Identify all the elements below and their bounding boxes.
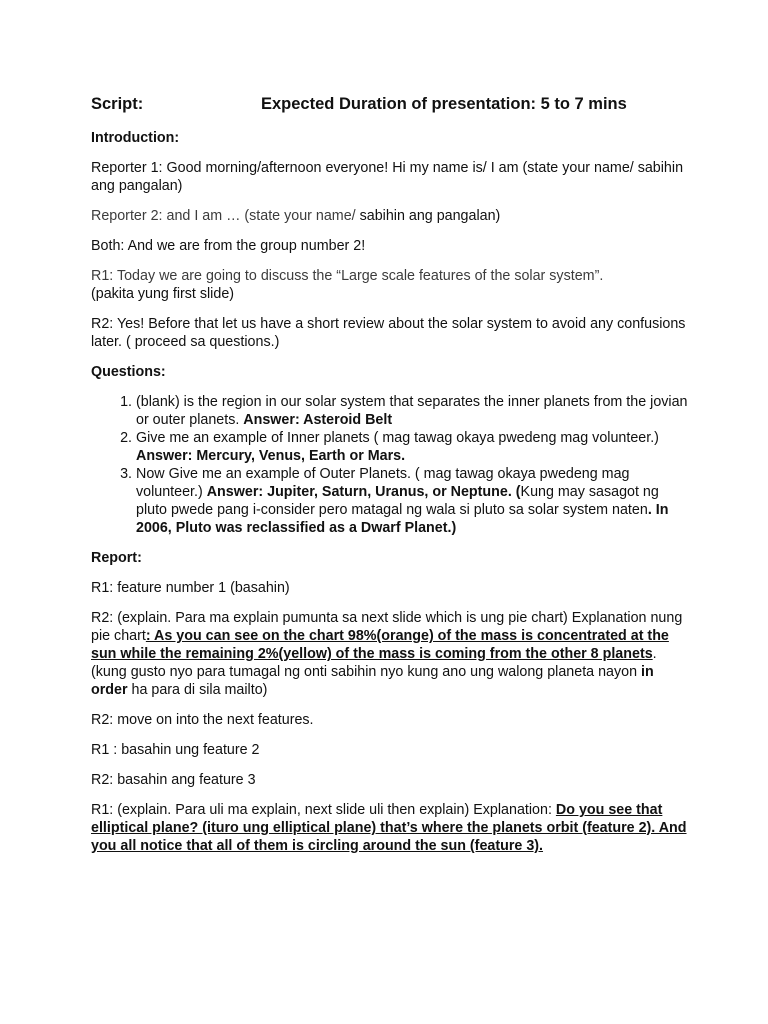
questions-heading: Questions: [91,364,166,380]
script-label: Script: [91,95,144,113]
title-row [91,94,688,114]
report-line: R1 : basahin ung feature 2 [91,742,260,758]
introduction-heading: Introduction: [91,130,180,146]
intro-line-both: Both: And we are from the group number 2! [91,238,366,254]
report-line-elliptical-plane: R1: (explain. Para uli ma explain, next slide uli then explain) Explanation: Do you see that elliptical plane? (ituro ung elliptical plane) that’s where the planets orbit (feature 2). And you all notice that all of them is circling around the sun (feature 3). [91,802,687,854]
intro-line-reporter2: Reporter 2: and I am … (state your name/ sabihin ang pangalan) [91,208,501,224]
report-line: R2: basahin ang feature 3 [91,772,256,788]
question-item: 2. Give me an example of Inner planets ( mag tawag okaya pwedeng mag volunteer.) Answer: Mercury, Venus, Earth or Mars. [136,429,688,465]
intro-line-reporter1: Reporter 1: Good morning/afternoon everyone! Hi my name is/ I am (state your name/ sabihin ang pangalan) [91,160,684,194]
intro-line-r1: R1: Today we are going to discuss the “Large scale features of the solar system”. (pakita yung first slide) [91,268,604,302]
duration-title: Expected Duration of presentation: 5 to 7 mins [261,95,627,113]
question-item: 1. (blank) is the region in our solar system that separates the inner planets from the jovian or outer planets. Answer: Asteroid Belt [136,393,688,429]
report-line: R2: move on into the next features. [91,712,314,728]
intro-line-r2: R2: Yes! Before that let us have a short review about the solar system to avoid any confusions later. ( proceed sa questions.) [91,316,686,350]
questions-list [91,393,688,537]
report-line-pie-chart: R2: (explain. Para ma explain pumunta sa next slide which is ung pie chart) Explanation nung pie chart: As you can see on the chart 98%(orange) of the mass is concentrated at the sun while the remaining 2%(yellow) of the mass is coming from the other 8 planets. (kung gusto nyo para tumagal ng onti sabihin nyo kung ano ung walong planeta nayon in order ha para di sila mailto) [91,610,683,698]
question-item: 3. Now Give me an example of Outer Planets. ( mag tawag okaya pwedeng mag volunteer.) Answer: Jupiter, Saturn, Uranus, or Neptune. (Kung may sasagot ng pluto pwede pang i-consider pero matagal ng wala si pluto sa solar system naten. In 2006, Pluto was reclassified as a Dwarf Planet.) [136,465,688,537]
report-heading: Report: [91,550,142,566]
report-line: R1: feature number 1 (basahin) [91,580,290,596]
